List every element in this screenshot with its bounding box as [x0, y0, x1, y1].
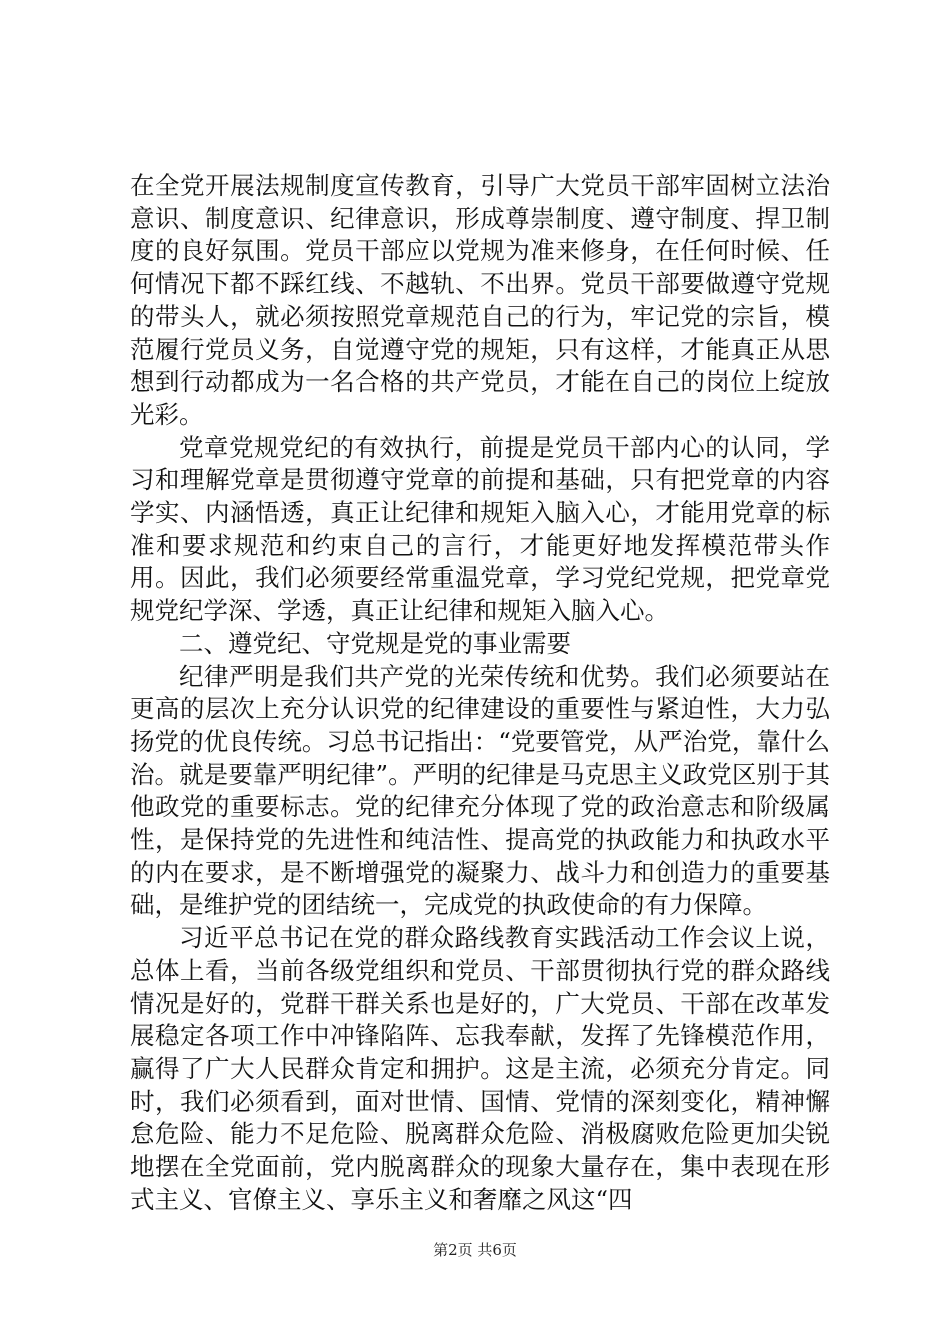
paragraph-2: 党章党规党纪的有效执行，前提是党员干部内心的认同，学习和理解党章是贯彻遵守党章的前提和基础，只有把党章的内容学实、内涵悟透，真正让纪律和规矩入脑入心，才能用党章的标准和要求规范和约束自己的言行，才能更好地发挥模范带头作用。因此，我们必须要经常重温党章，学习党纪党规，把党章党规党纪学深、学透，真正让纪律和规矩入脑入心。 [130, 432, 830, 626]
paragraph-1: 在全党开展法规制度宣传教育，引导广大党员干部牢固树立法治意识、制度意识、纪律意识，形成尊崇制度、遵守制度、捍卫制度的良好氛围。党员干部应以党规为准来修身，在任何时候、任何情况下都不踩红线、不越轨、不出界。党员干部要做遵守党规的带头人，就必须按照党章规范自己的行为，牢记党的宗旨，模范履行党员义务，自觉遵守党的规矩，只有这样，才能真正从思想到行动都成为一名合格的共产党员，才能在自己的岗位上绽放光彩。 [130, 171, 830, 429]
page-footer: 第2页 共6页 [433, 1241, 517, 1259]
paragraph-3: 纪律严明是我们共产党的光荣传统和优势。我们必须要站在更高的层次上充分认识党的纪律建设的重要性与紧迫性，大力弘扬党的优良传统。习总书记指出：“党要管党，从严治党，靠什么治。就是要靠严明纪律”。严明的纪律是马克思主义政党区别于其他政党的重要标志。党的纪律充分体现了党的政治意志和阶级属性，是保持党的先进性和纯洁性、提高党的执政能力和执政水平的内在要求，是不断增强党的凝聚力、战斗力和创造力的重要基础，是维护党的团结统一，完成党的执政使命的有力保障。 [130, 661, 830, 920]
section-heading: 二、遵党纪、守党规是党的事业需要 [179, 628, 571, 658]
paragraph-4: 习近平总书记在党的群众路线教育实践活动工作会议上说，总体上看，当前各级党组织和党员、干部贯彻执行党的群众路线情况是好的，党群干群关系也是好的，广大党员、干部在改革发展稳定各项工作中冲锋陷阵、忘我奉献，发挥了先锋模范作用，赢得了广大人民群众肯定和拥护。这是主流，必须充分肯定。同时，我们必须看到，面对世情、国情、党情的深刻变化，精神懈怠危险、能力不足危险、脱离群众危险、消极腐败危险更加尖锐地摆在全党面前，党内脱离群众的现象大量存在，集中表现在形式主义、官僚主义、享乐主义和奢靡之风这“四 [130, 923, 830, 1214]
document-body [130, 170, 830, 1217]
